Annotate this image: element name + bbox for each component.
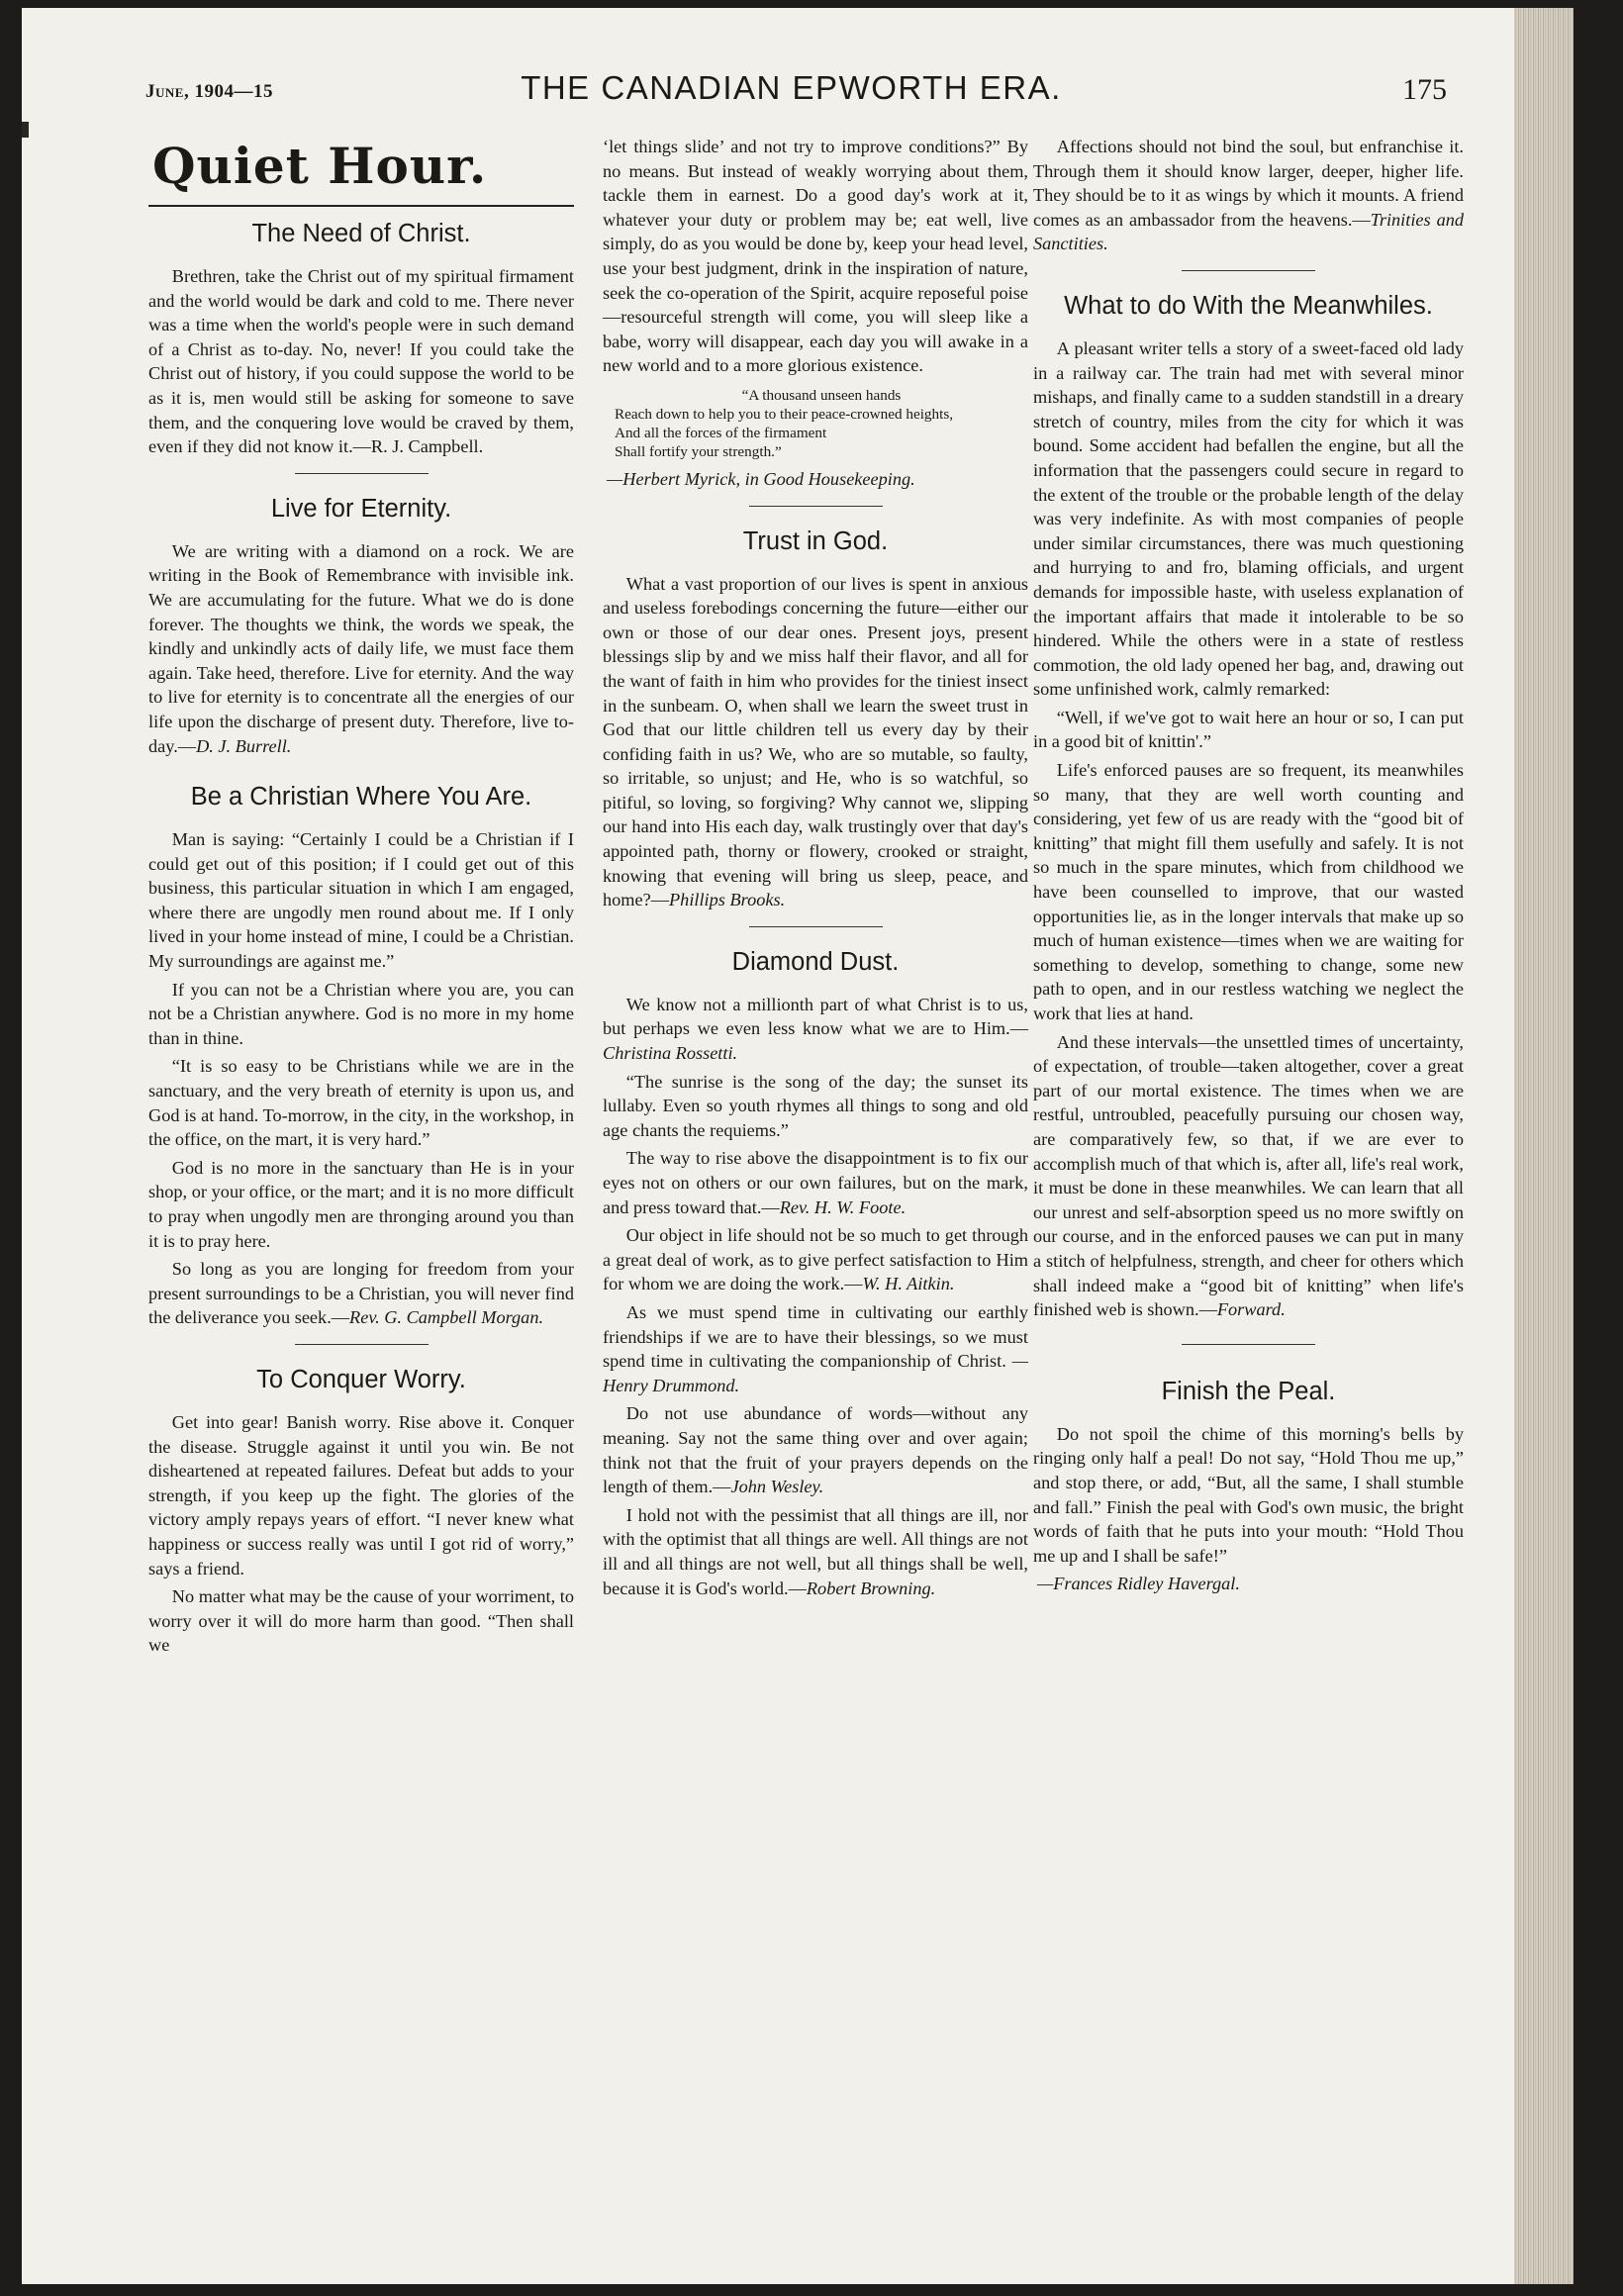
- author-citation: John Wesley.: [730, 1477, 824, 1497]
- article-paragraph: If you can not be a Christian where you are, you can not be a Christian anywhere. God is no more in my home than in thine.: [148, 979, 574, 1048]
- column-2: [603, 135, 1028, 1604]
- author-citation: Forward.: [1216, 1299, 1286, 1320]
- article-title-trust-in-god: Trust in God.: [742, 526, 889, 555]
- author-citation: —Herbert Myrick, in Good Housekeeping.: [607, 468, 915, 489]
- running-header: [126, 69, 1457, 119]
- article-paragraph: Our object in life should not be so much to get through a great deal of work, as to give perfect satisfaction to Him for whom we are doing the work.—W. H. Aitkin.: [603, 1225, 1028, 1294]
- article-title-meanwhiles: What to do With the Meanwhiles.: [1064, 291, 1433, 320]
- magazine-page: [22, 8, 1574, 2284]
- section-divider: [1182, 1344, 1315, 1345]
- author-citation: Trinities and Sanctities.: [1033, 209, 1464, 254]
- author-citation: —Henry Drummond.: [603, 1351, 1029, 1395]
- page-edges: [1514, 8, 1574, 2284]
- author-citation: W. H. Aitkin.: [862, 1274, 955, 1294]
- article-paragraph: Affections should not bind the soul, but enfranchise it. Through them it should know larger, deeper, higher life. They should be to it as wings by which it mounts. A friend comes as an ambassador from the heavens.—Trinities and Sanctities.: [1033, 137, 1464, 254]
- section-divider: [1182, 270, 1315, 271]
- column-3: [1033, 135, 1464, 1606]
- poem-quote: [615, 386, 1028, 461]
- poem-line: Reach down to help you to their peace-crowned heights,: [615, 405, 954, 423]
- article-paragraph: “The sunrise is the song of the day; the sunset its lullaby. Even so youth rhymes all things to song and old age chants the requiems.”: [603, 1071, 1028, 1140]
- article-paragraph: No matter what may be the cause of your worriment, to worry over it will do more harm than good. “Then shall we: [148, 1586, 574, 1656]
- article-title-live-for-eternity: Live for Eternity.: [270, 494, 452, 523]
- article-paragraph: As we must spend time in cultivating our earthly friendships if we are to have their blessings, so we must spend time in cultivating the companionship of Christ. —Henry Drummond.: [603, 1301, 1029, 1395]
- binding-mark: [22, 122, 29, 138]
- article-paragraph: Life's enforced pauses are so frequent, its meanwhiles so many, that they are well worth counting and considering, yet few of us are ready with the “good bit of knitting” that might fill them usefully and safely. It is not so much in the spare minutes, which from childhood we have been counselled to improve, that our wasted opportunities lie, as in the longer intervals that make up so much of human existence—times when we are waiting for something to develop, something to change, some new path to open, and in our restless watching we neglect the work that lies at hand.: [1033, 760, 1464, 1023]
- article-paragraph: Do not use abundance of words—without any meaning. Say not the same thing over and over again; think not that the fruit of your prayers depends on the length of them.—John Wesley.: [603, 1403, 1028, 1497]
- author-citation: Phillips Brooks.: [669, 890, 786, 910]
- poem-line: “A thousand unseen hands: [741, 386, 902, 404]
- article-paragraph: So long as you are longing for freedom from your present surroundings to be a Christian, you will never find the deliverance you seek.—Rev. G. Campbell Morgan.: [148, 1259, 574, 1328]
- publication-title: THE CANADIAN EPWORTH ERA.: [521, 69, 1062, 106]
- section-divider: [295, 1344, 429, 1345]
- column-1: [148, 135, 574, 1662]
- article-paragraph: We are writing with a diamond on a rock. We are writing in the Book of Remembrance with invisible ink. We are accumulating for the future. What we do is done forever. The thoughts we think, the words we speak, the kindly and unkindly acts of daily life, we must face them again. Take heed, therefore. Live for eternity. And the way to live for eternity is to concentrate all the energies of our life upon the discharge of present duty. Therefore, live to-day.—D. J. Burrell.: [148, 540, 574, 756]
- article-paragraph: Do not spoil the chime of this morning's bells by ringing only half a peal! Do not say, “Hold Thou me up,” and stop there, or add, “But, all the same, I shall stumble and fall.” Finish the peal with God's own music, the bright words of faith that he puts into your mouth: “Hold Thou me up and I shall be safe!”: [1033, 1423, 1464, 1566]
- article-paragraph: God is no more in the sanctuary than He is in your shop, or your office, or the mart; and it is no more difficult to pray when ungodly men are thronging around you than it is to pray here.: [148, 1157, 574, 1251]
- article-paragraph: We know not a millionth part of what Christ is to us, but perhaps we even less know what we are to Him.—Christina Rossetti.: [603, 994, 1028, 1064]
- article-paragraph: Man is saying: “Certainly I could be a Christian if I could get out of this position; if I could get out of this business, this particular situation in which I am engaged, where there are ungodly men round about me. If I only lived in your home instead of mine, I could be a Christian. My surroundings are against me.”: [148, 829, 574, 972]
- article-title-need-of-christ: The Need of Christ.: [251, 220, 471, 247]
- article-paragraph: I hold not with the pessimist that all things are ill, nor with the optimist that all things are well. All things are not ill and all things are not well, but all things shall be well, because it is God's world.—Robert Browning.: [603, 1504, 1028, 1598]
- page-number: 175: [1402, 73, 1447, 106]
- article-paragraph: “It is so easy to be Christians while we are in the sanctuary, and the very breath of eternity is upon us, and God is at hand. To-morrow, in the city, in the workshop, in the office, on the mart, it is very hard.”: [148, 1056, 574, 1150]
- article-paragraph: What a vast proportion of our lives is spent in anxious and useless forebodings concerning the future—either our own or those of our dear ones. Present joys, present blessings slip by and we miss half their flavor, and all for the want of faith in him who provides for the tiniest insect in the sunbeam. O, when shall we learn the sweet trust in God that our little children tell us every day by their confiding faith in us? We, who are so mutable, so faulty, so irritable, so unjust; and He, who is so watchful, so pitiful, so loving, so forgiving? Why cannot we, slipping our hand into His each day, walk trustingly over that day's appointed path, thorny or flowery, crooked or straight, knowing that evening will bring us sleep, peace, and home?—Phillips Brooks.: [603, 573, 1028, 910]
- article-paragraph: The way to rise above the disappointment is to fix our eyes not on others or our own failures, but on the mark, and press toward that.—Rev. H. W. Foote.: [603, 1148, 1028, 1217]
- section-divider: [749, 506, 883, 507]
- author-citation: Rev. G. Campbell Morgan.: [349, 1307, 544, 1328]
- poem-line: And all the forces of the firmament: [615, 424, 827, 441]
- article-title-conquer-worry: To Conquer Worry.: [256, 1365, 466, 1393]
- article-paragraph: And these intervals—the unsettled times of uncertainty, of expectation, of trouble—taken altogether, cover a great part of our mortal existence. The times when we are restful, untroubled, peacefully pursuing our chosen way, are comparatively few, so that, if we are ever to accomplish much of that which is, after all, life's real work, it must be done in these meanwhiles. We can learn that all our unrest and self-absorption speed us no more swiftly on our course, and in the enforced pauses we can put in many a stitch of helpfulness, strength, and cheer for others which shall indeed make a “good bit of knitting” when life's finished web is shown.—Forward.: [1033, 1031, 1464, 1320]
- section-divider: [749, 926, 883, 927]
- article-title-be-a-christian: Be a Christian Where You Are.: [190, 783, 532, 812]
- article-paragraph: “Well, if we've got to wait here an hour or so, I can put in a good bit of knittin'.”: [1033, 707, 1464, 752]
- section-divider: [295, 473, 429, 474]
- author-citation: Rev. H. W. Foote.: [779, 1196, 907, 1217]
- author-citation: —Frances Ridley Havergal.: [1037, 1574, 1240, 1594]
- issue-date: June, 1904—15: [145, 81, 273, 102]
- poem-line: Shall fortify your strength.”: [615, 442, 782, 460]
- author-citation: Christina Rossetti.: [603, 1043, 738, 1064]
- article-title-diamond-dust: Diamond Dust.: [731, 947, 900, 976]
- article-paragraph: A pleasant writer tells a story of a sweet-faced old lady in a railway car. The train had met with several minor mishaps, and finally came to a sudden standstill in a dreary stretch of country, miles from the city for which it was bound. Some accident had befallen the engine, but all the information that the passengers could secure in regard to the extent of the trouble or the probable length of the delay was very indefinite. As with most companies of people under similar circumstances, there was much questioning and hurrying to and fro, blaming officials, and urgent demands for impossible haste, with useless explanation of the important affairs that made it intolerable to be so hindered. While the others were in a state of restless commotion, the old lady opened her bag, and, drawing out some unfinished work, calmly remarked:: [1033, 337, 1464, 700]
- article-paragraph-continued: ‘let things slide’ and not try to improve conditions?” By no means. But instead of weakly worrying about them, tackle them in earnest. Do a good day's work at it, whatever your duty or problem may be; eat well, live simply, do as you would be done by, keep your head level, use your best judgment, drink in the inspiration of nature, seek the co-operation of the Spirit, acquire reposeful poise—resourceful strength will come, you will sleep like a babe, worry will disappear, each day you will awake in a new world and to a more glorious existence.: [603, 137, 1028, 376]
- article-paragraph: Get into gear! Banish worry. Rise above it. Conquer the disease. Struggle against it until you win. Be not disheartened at repeated failures. Defeat but adds to your strength, if you keep up the fight. The glories of the victory amply repays years of effort. “I never knew what happiness or success really was until I got rid of worry,” says a friend.: [148, 1411, 574, 1578]
- article-title-finish-the-peal: Finish the Peal.: [1161, 1377, 1336, 1405]
- author-citation: Robert Browning.: [806, 1578, 936, 1598]
- author-citation: D. J. Burrell.: [196, 735, 292, 756]
- article-paragraph: Brethren, take the Christ out of my spiritual firmament and the world would be dark and cold to me. There never was a time when the world's people were in such demand of a Christ as to-day. No, never! If you could take the Christ out of history, if you could suppose the world to be as it is, men would still be asking for someone to save them, and the conquering love would be craved by them, even if they did not know it.—R. J. Campbell.: [148, 266, 574, 457]
- section-masthead: Quiet Hour.: [148, 135, 574, 207]
